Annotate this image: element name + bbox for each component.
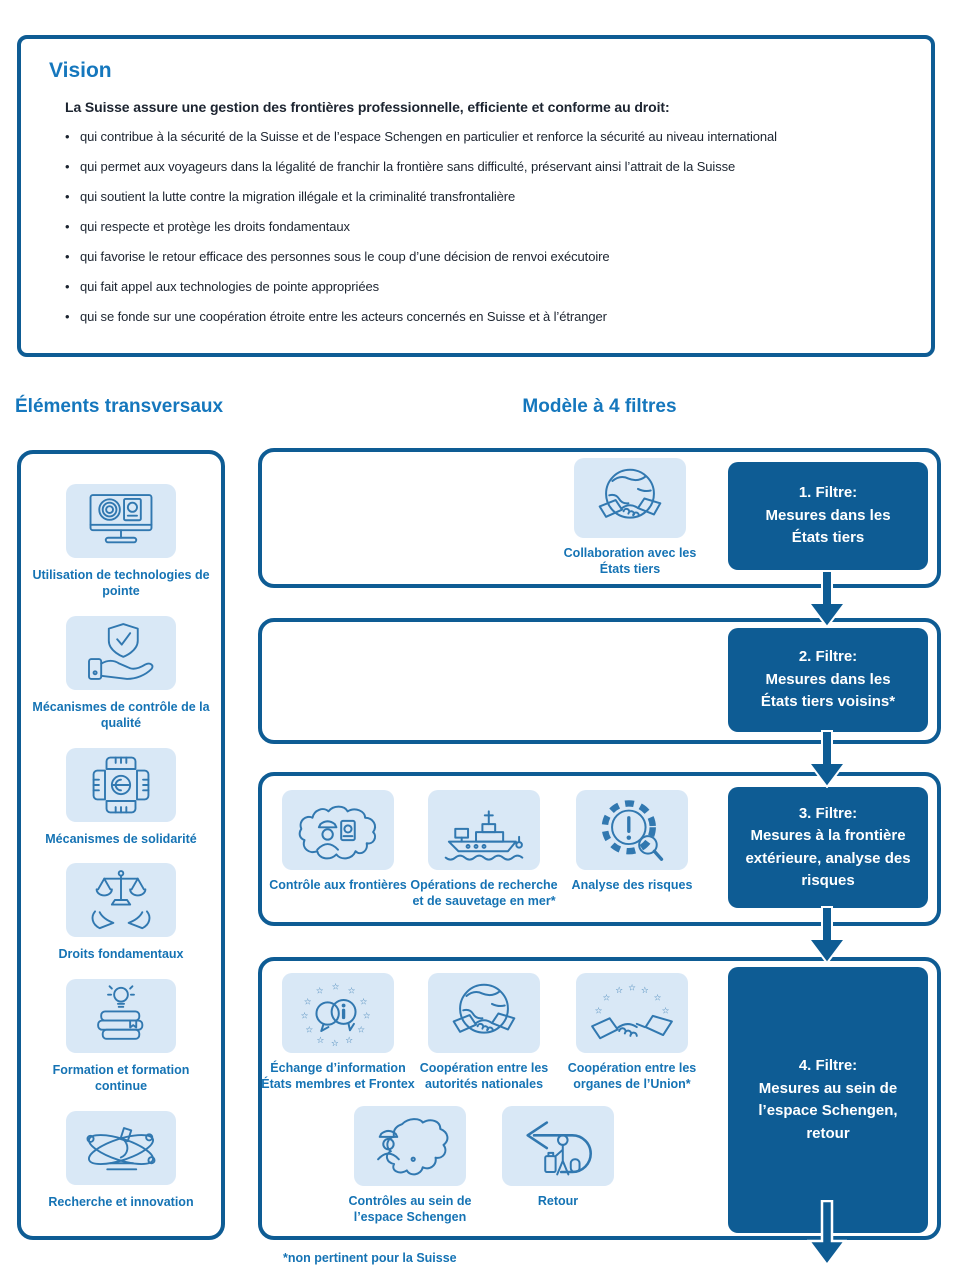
vision-title: Vision [49, 59, 112, 82]
sidebar-item-label: Formation et formation continue [52, 1063, 190, 1094]
return-arrow-icon [510, 1113, 606, 1180]
risk-gear-icon [584, 797, 680, 864]
quality-shield-hand-icon [75, 621, 167, 685]
measure-label: Retour [537, 1194, 579, 1208]
arrow-down-icon [807, 570, 847, 628]
measure-label: Coopération entre les organes de l’Union* [567, 1061, 697, 1091]
icon-tile [66, 1111, 176, 1185]
filter-4-box: 4. Filtre: Mesures au sein de l’espace Schengen, retour [728, 967, 928, 1233]
vision-intro: La Suisse assure une gestion des frontières professionnelle, efficiente et conforme au droit: [65, 99, 670, 115]
arrow-down-icon [807, 906, 847, 964]
measure-border-control [258, 790, 418, 893]
measure-label: Coopération entre les autorités nationales [419, 1061, 549, 1091]
measure-union-bodies-cooperation [552, 973, 712, 1092]
sidebar-item-label: Droits fondamentaux [58, 947, 184, 962]
icon-tile [66, 484, 176, 558]
svg-text:☆: ☆ [359, 997, 368, 1008]
research-microscope-icon [75, 1116, 167, 1180]
svg-text:☆: ☆ [300, 1010, 309, 1021]
measure-label: Analyse des risques [571, 878, 693, 892]
arrow-down-icon [807, 1200, 847, 1266]
scales-hands-icon [75, 868, 167, 932]
rescue-ship-icon [436, 797, 532, 864]
globe-handshake-icon [582, 465, 678, 532]
icon-tile [574, 458, 686, 538]
sidebar-item-training [26, 979, 216, 1094]
transversal-elements-panel [17, 450, 225, 1240]
icon-tile [428, 973, 540, 1053]
sidebar-item-solidarity [26, 748, 216, 847]
svg-text:☆: ☆ [594, 1006, 603, 1016]
svg-text:☆: ☆ [615, 985, 624, 996]
solidarity-hands-icon [75, 753, 167, 817]
filter-1-box: 1. Filtre: Mesures dans les États tiers [728, 462, 928, 570]
icon-tile [282, 790, 394, 870]
vision-box [17, 35, 935, 357]
measure-label: Collaboration avec les États tiers [563, 546, 697, 576]
svg-text:☆: ☆ [661, 1006, 670, 1016]
vision-bullet: • qui contribue à la sécurité de la Suisse et de l’espace Schengen en particulier et renforce la sécurité au niveau international [65, 128, 903, 145]
arrow-down-icon [807, 730, 847, 788]
vision-bullet: • qui soutient la lutte contre la migration illégale et la criminalité transfrontalière [65, 188, 903, 205]
transversal-elements-title: Éléments transversaux [15, 396, 224, 417]
globe-handshake-icon [436, 980, 532, 1047]
icon-tile [66, 979, 176, 1053]
icon-tile [576, 790, 688, 870]
sidebar-item-label: Recherche et innovation [48, 1194, 194, 1209]
measure-information-exchange [258, 973, 418, 1092]
sidebar-item-label: Utilisation de technologies de pointe [32, 568, 210, 598]
filter-3-box: 3. Filtre: Mesures à la frontière extérieure, analyse des risques [728, 787, 928, 908]
icon-tile [66, 863, 176, 937]
measure-schengen-internal-controls [325, 1106, 495, 1225]
icon-tile [282, 973, 394, 1053]
swiss-map-guard-icon [290, 797, 386, 864]
vision-bullet: • qui se fonde sur une coopération étroite entre les acteurs concernés en Suisse et à l’étranger [65, 308, 903, 325]
measure-return [473, 1106, 643, 1209]
icon-tile [354, 1106, 466, 1186]
sidebar-item-label: Mécanismes de contrôle de la qualité [32, 699, 210, 730]
svg-text:☆: ☆ [330, 1038, 339, 1047]
svg-text:☆: ☆ [640, 985, 649, 996]
svg-text:☆: ☆ [653, 993, 662, 1004]
svg-text:☆: ☆ [331, 982, 340, 993]
schengen-map-guard-icon [362, 1113, 458, 1180]
sidebar-item-fundamental-rights [26, 863, 216, 962]
measure-risk-analysis [552, 790, 712, 893]
icon-tile [66, 748, 176, 822]
sidebar-item-quality-control [26, 616, 216, 731]
icon-tile [66, 616, 176, 690]
icon-tile [502, 1106, 614, 1186]
icon-tile [576, 973, 688, 1053]
vision-bullet: • qui permet aux voyageurs dans la légalité de franchir la frontière sans difficulté, préservant ainsi l’attrait de la Suisse [65, 158, 903, 175]
vision-bullet: • qui favorise le retour efficace des personnes sous le coup d’une décision de renvoi exécutoire [65, 248, 903, 265]
vision-bullet-list [65, 128, 903, 325]
measure-label: Échange d’information États membres et Frontex [261, 1061, 415, 1091]
measure-national-authorities-cooperation [404, 973, 564, 1092]
svg-text:☆: ☆ [357, 1025, 366, 1036]
books-lightbulb-icon [75, 984, 167, 1048]
svg-text:☆: ☆ [347, 986, 356, 997]
four-filter-model-title: Modèle à 4 filtres [522, 396, 677, 417]
vision-bullet: • qui respecte et protège les droits fondamentaux [65, 218, 903, 235]
measure-collaboration-third-states [553, 458, 707, 577]
measure-search-rescue [404, 790, 564, 909]
svg-text:☆: ☆ [303, 997, 312, 1008]
monitor-fingerprint-icon [75, 489, 167, 553]
vision-bullet: • qui fait appel aux technologies de pointe appropriées [65, 278, 903, 295]
sidebar-item-technologies [26, 484, 216, 599]
measure-label: Opérations de recherche et de sauvetage en mer* [410, 878, 558, 908]
svg-text:☆: ☆ [316, 1035, 325, 1046]
svg-text:☆: ☆ [315, 986, 324, 997]
svg-text:☆: ☆ [362, 1010, 371, 1021]
sidebar-item-label: Mécanismes de solidarité [45, 831, 197, 846]
icon-tile [428, 790, 540, 870]
svg-text:☆: ☆ [628, 982, 636, 993]
info-exchange-stars-icon [290, 980, 386, 1047]
svg-text:☆: ☆ [602, 993, 611, 1004]
filter-2-box: 2. Filtre: Mesures dans les États tiers voisins* [728, 628, 928, 732]
svg-text:☆: ☆ [345, 1035, 354, 1046]
handshake-stars-icon [584, 980, 680, 1047]
footnote: *non pertinent pour la Suisse [283, 1251, 457, 1265]
sidebar-item-research [26, 1111, 216, 1210]
svg-text:☆: ☆ [305, 1025, 314, 1036]
measure-label: Contrôles au sein de l’espace Schengen [348, 1194, 472, 1224]
measure-label: Contrôle aux frontières [269, 878, 407, 892]
